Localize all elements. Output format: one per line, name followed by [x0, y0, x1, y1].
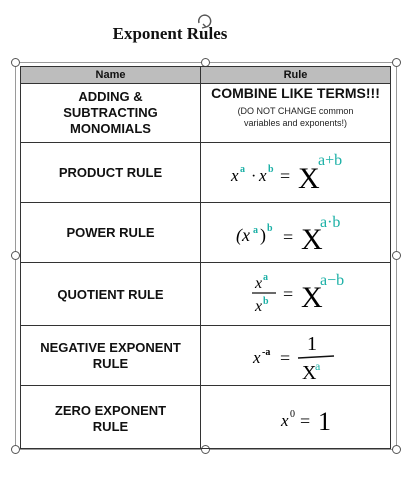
resize-handle-bottom-left[interactable] [11, 445, 20, 454]
product-rule-formula [201, 143, 391, 201]
table-row [21, 385, 390, 451]
resize-handle-middle-left[interactable] [11, 251, 20, 260]
quotient-rule-formula [201, 263, 391, 325]
rule-name: PRODUCT RULE [58, 165, 163, 180]
formula-close: ) [260, 225, 266, 245]
resize-handle-top-right[interactable] [392, 58, 401, 67]
table-header [21, 67, 390, 84]
formula-result-one: 1 [318, 407, 331, 436]
formula-x: x [281, 411, 289, 430]
rule-note-line-1: (DO NOT CHANGE common [237, 106, 354, 116]
formula-negative-exponent: -a [262, 347, 271, 358]
table-row [21, 325, 390, 386]
rule-name: POWER RULE [66, 225, 155, 240]
formula-result-exponent: a+b [318, 152, 343, 169]
formula-denominator-x: x [255, 298, 263, 315]
resize-handle-middle-right[interactable] [392, 251, 401, 260]
formula-equals: = [280, 348, 291, 368]
formula-result-exponent: a·b [320, 214, 341, 231]
rule-name: NEGATIVE EXPONENT RULE [40, 340, 181, 371]
formula-zero-exponent: 0 [290, 409, 295, 420]
formula-exponent-a: a [240, 164, 245, 175]
formula-equals: = [280, 166, 291, 186]
rule-cell [201, 326, 390, 386]
table-row [21, 262, 390, 326]
resize-handle-top-left[interactable] [11, 58, 20, 67]
formula-x: x [259, 166, 267, 185]
power-rule-formula [201, 203, 391, 261]
rule-note-line-2: variables and exponents!) [243, 118, 348, 128]
formula-dot: · [251, 168, 257, 185]
rule-cell [201, 203, 390, 263]
formula-numerator: 1 [307, 333, 317, 355]
zero-exponent-formula [201, 386, 391, 448]
table-row [21, 142, 390, 203]
formula-result-exponent: a−b [320, 272, 345, 289]
formula-equals: = [283, 227, 294, 247]
formula-numerator-x: x [255, 275, 263, 292]
rule-cell [201, 143, 390, 203]
negative-exponent-formula [201, 326, 391, 384]
header-rule: Rule [283, 69, 308, 81]
formula-exponent-a: a [253, 225, 258, 236]
rule-name: QUOTIENT RULE [57, 286, 164, 302]
rule-title: COMBINE LIKE TERMS!!! [211, 85, 380, 101]
rule-note [201, 105, 390, 129]
document-title: Exponent Rules [112, 24, 228, 43]
rotate-handle-icon[interactable] [194, 11, 214, 31]
formula-result-x: X [301, 281, 323, 314]
rule-cell [201, 386, 390, 451]
formula-x: x [253, 348, 261, 367]
rule-cell [201, 83, 390, 142]
rule-cell [201, 263, 390, 326]
formula-exponent-a: a [263, 272, 268, 283]
formula-equals: = [283, 284, 294, 304]
formula-exponent-b: b [267, 223, 273, 234]
formula-exponent-b: b [268, 164, 274, 175]
table-row [21, 202, 390, 263]
rule-name: ADDING & SUBTRACTING MONOMIALS [63, 88, 158, 136]
formula-equals: = [300, 411, 311, 431]
rule-name: ZERO EXPONENT RULE [54, 402, 167, 434]
formula-open: (x [236, 225, 250, 245]
formula-fraction-bar [298, 356, 334, 358]
exponent-rules-table [20, 66, 391, 449]
formula-x: x [231, 166, 239, 185]
formula-exponent-a: a [315, 359, 321, 373]
formula-result-x: X [301, 223, 323, 256]
table-row [21, 83, 390, 142]
formula-denominator-x: X [302, 362, 317, 384]
formula-exponent-b: b [263, 296, 269, 307]
resize-handle-bottom-right[interactable] [392, 445, 401, 454]
header-name: Name [95, 69, 126, 81]
formula-result-x: X [298, 162, 320, 195]
